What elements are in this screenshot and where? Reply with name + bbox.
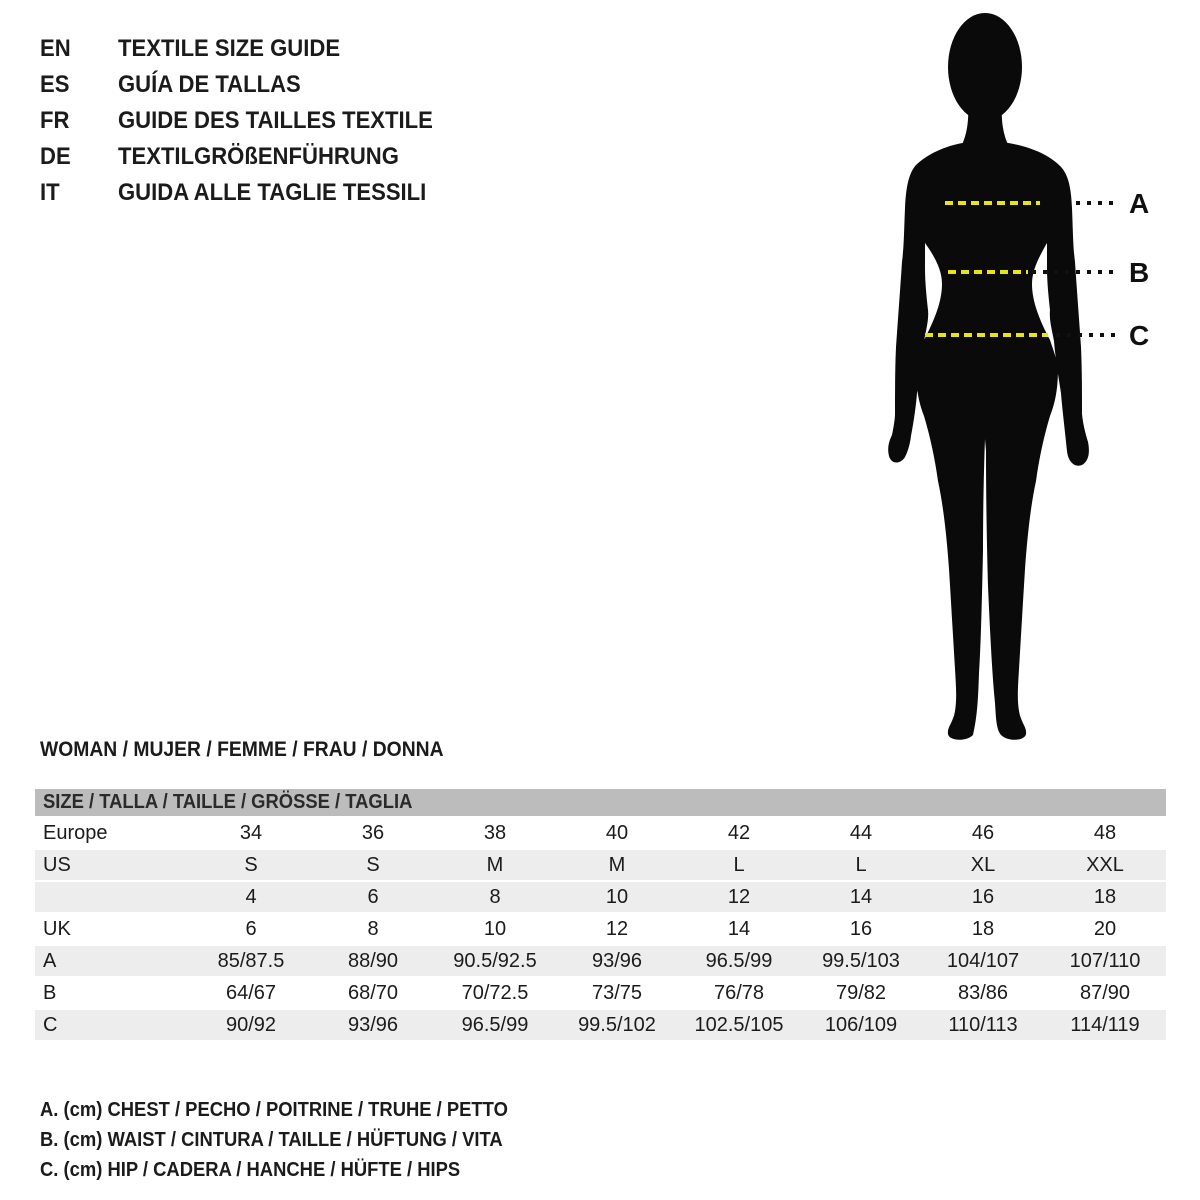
- note-chest-text: A. (cm) CHEST / PECHO / POITRINE / TRUHE / PETTO: [40, 1099, 508, 1121]
- row-label: A: [43, 949, 57, 972]
- language-row-fr: [40, 103, 460, 139]
- size-cell: 93/96: [347, 1013, 399, 1036]
- size-cell: 18: [1093, 885, 1117, 908]
- silhouette-body: [888, 141, 1089, 740]
- size-cell: 40: [605, 821, 629, 844]
- table-row-us-letters: [35, 850, 1166, 880]
- size-cell: 8: [489, 885, 501, 908]
- row-label: B: [43, 981, 57, 1004]
- language-title: GUÍA DE TALLAS: [118, 71, 301, 98]
- size-cell: M: [608, 853, 626, 876]
- language-title: TEXTILGRÖßENFÜHRUNG: [118, 143, 399, 170]
- note-waist: [40, 1125, 549, 1155]
- size-table-header-label: SIZE / TALLA / TAILLE / GRÖSSE / TAGLIA: [43, 791, 413, 813]
- size-cell: 104/107: [946, 949, 1020, 972]
- table-row-europe: [35, 818, 1166, 848]
- language-title: TEXTILE SIZE GUIDE: [118, 35, 341, 62]
- size-cell: M: [486, 853, 504, 876]
- language-row-it: [40, 175, 460, 211]
- note-hip-text: C. (cm) HIP / CADERA / HANCHE / HÜFTE / HIPS: [40, 1159, 461, 1181]
- table-row-chest: [35, 946, 1166, 976]
- note-chest: [40, 1095, 549, 1125]
- size-cell: 44: [849, 821, 873, 844]
- size-cell: 85/87.5: [217, 949, 285, 972]
- size-table-header: [35, 789, 1166, 816]
- language-title: GUIDA ALLE TAGLIE TESSILI: [118, 179, 427, 206]
- size-cell: 64/67: [225, 981, 277, 1004]
- size-cell: 12: [727, 885, 751, 908]
- size-cell: 10: [483, 917, 507, 940]
- size-cell: 36: [361, 821, 385, 844]
- row-label: US: [43, 853, 71, 876]
- size-cell: 18: [971, 917, 995, 940]
- size-cell: 99.5/102: [578, 1013, 656, 1036]
- size-cell: 102.5/105: [694, 1013, 784, 1036]
- row-label: Europe: [43, 821, 108, 844]
- size-cell: 93/96: [591, 949, 643, 972]
- size-cell: 90.5/92.5: [453, 949, 537, 972]
- table-row-hip: [35, 1010, 1166, 1040]
- size-cell: 10: [605, 885, 629, 908]
- size-cell: 87/90: [1079, 981, 1131, 1004]
- size-cell: 106/109: [824, 1013, 898, 1036]
- language-row-es: [40, 67, 460, 103]
- measurement-figure: [880, 10, 1160, 740]
- language-code: IT: [40, 179, 60, 206]
- language-row-de: [40, 139, 460, 175]
- category-line: [40, 738, 479, 762]
- language-code: DE: [40, 143, 71, 170]
- size-cell: 99.5/103: [822, 949, 900, 972]
- size-cell: 73/75: [591, 981, 643, 1004]
- size-cell: 42: [727, 821, 751, 844]
- size-cell: 48: [1093, 821, 1117, 844]
- category-line-text: WOMAN / MUJER / FEMME / FRAU / DONNA: [40, 738, 444, 761]
- language-code: FR: [40, 107, 70, 134]
- size-cell: 20: [1093, 917, 1117, 940]
- size-cell: 114/119: [1070, 1013, 1140, 1036]
- language-title-list: [40, 31, 460, 211]
- size-cell: 88/90: [347, 949, 399, 972]
- measurement-notes: [40, 1095, 549, 1185]
- size-cell: 46: [971, 821, 995, 844]
- size-cell: 83/86: [957, 981, 1009, 1004]
- table-row-us-numbers: [35, 882, 1166, 912]
- size-cell: 34: [239, 821, 263, 844]
- size-cell: 14: [727, 917, 751, 940]
- note-hip: [40, 1155, 549, 1185]
- language-code: EN: [40, 35, 71, 62]
- language-title: GUIDE DES TAILLES TEXTILE: [118, 107, 433, 134]
- size-cell: 76/78: [713, 981, 765, 1004]
- language-row-en: [40, 31, 460, 67]
- size-cell: 79/82: [835, 981, 887, 1004]
- size-cell: 96.5/99: [705, 949, 773, 972]
- note-waist-text: B. (cm) WAIST / CINTURA / TAILLE / HÜFTUNG / VITA: [40, 1129, 503, 1151]
- row-label: UK: [43, 917, 71, 940]
- size-cell: L: [733, 853, 745, 876]
- silhouette-head: [948, 13, 1022, 121]
- chest-label: A: [1129, 188, 1150, 219]
- language-code: ES: [40, 71, 70, 98]
- size-cell: 110/113: [948, 1013, 1018, 1036]
- table-row-waist: [35, 978, 1166, 1008]
- size-cell: 8: [367, 917, 379, 940]
- size-cell: 38: [483, 821, 507, 844]
- size-cell: 4: [245, 885, 257, 908]
- size-cell: S: [244, 853, 258, 876]
- size-cell: XL: [970, 853, 996, 876]
- waist-label: B: [1129, 257, 1150, 288]
- woman-silhouette-icon: [880, 10, 1160, 740]
- row-label: C: [43, 1013, 58, 1036]
- size-cell: L: [855, 853, 867, 876]
- size-cell: 6: [367, 885, 379, 908]
- size-cell: 16: [849, 917, 873, 940]
- size-cell: S: [366, 853, 380, 876]
- size-cell: 14: [849, 885, 873, 908]
- size-cell: 12: [605, 917, 629, 940]
- size-cell: 6: [245, 917, 257, 940]
- size-cell: 70/72.5: [461, 981, 529, 1004]
- size-cell: XXL: [1086, 853, 1124, 876]
- size-cell: 107/110: [1069, 949, 1141, 972]
- table-row-uk: [35, 914, 1166, 944]
- size-cell: 96.5/99: [461, 1013, 529, 1036]
- size-cell: 90/92: [225, 1013, 277, 1036]
- size-cell: 16: [971, 885, 995, 908]
- hip-label: C: [1129, 320, 1150, 351]
- size-cell: 68/70: [347, 981, 399, 1004]
- size-table: [35, 789, 1166, 1042]
